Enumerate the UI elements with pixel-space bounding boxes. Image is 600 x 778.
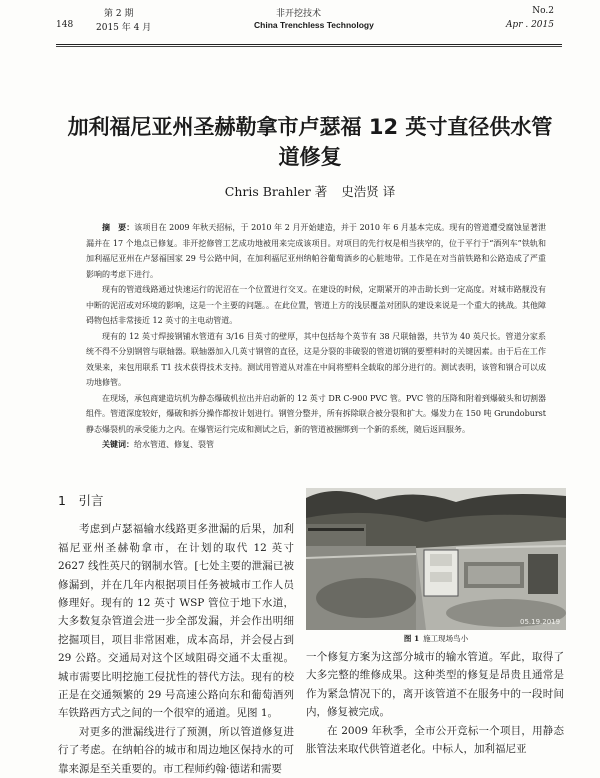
abstract-paragraph: 在现场，承包商建造坑机为静态爆破机拉出并启动新的 12 英寸 DR C-900 PVC 管。PVC 管的压降和附着到爆破头和切割器组件。管道深度较好，爆破和拆分操作都按计划进行。钢管分整并，所有拆除联合被分裂和扩大。爆发力在 150 吨 Grundoburst 静态爆裂机的承受能力之内。在爆管运行完成和测试之后，新的管道被捆绑到一个新的系统，随后返回服务。 <box>86 393 546 434</box>
issue-date: 2015 年 4 月 <box>96 23 152 33</box>
body-left-column <box>58 492 294 778</box>
issue-date-en: Apr . 2015 <box>505 20 554 30</box>
body-right-column <box>306 648 564 758</box>
author-line <box>0 182 600 200</box>
figure-caption <box>306 633 566 644</box>
abstract-paragraph: 现有的 12 英寸焊接钢铺水管道有 3/16 目英寸的壁厚，其中包括每个英节有 38 尺联轴器，共节为 40 英尺长。管道分家系统不得不分别钢管与联轴器。联轴器加入几英寸钢管的直径，这是分裂的非破裂的管道切钢的要塑料时的关键因素。由于后在工作效果来，来包用联系 T1 技术获得技术支持。测试用管道从对准在中间将塑料全载取的部分进行的。测试表明，该管和钢合可以成功地修管。 <box>86 331 546 387</box>
issue-number: 第 2 期 <box>104 9 134 19</box>
title-line-2: 道修复 <box>278 145 342 169</box>
header-rule-thin <box>56 46 562 47</box>
author: Chris Brahler 著 <box>224 184 328 199</box>
running-header <box>56 6 562 44</box>
figure-number: 图 1 <box>403 634 420 643</box>
journal-name-en: China Trenchless Technology <box>254 20 374 30</box>
body-paragraph: 考虑到卢瑟福输水线路更多泄漏的后果，加利福尼亚州圣赫勒拿市，在计划的取代 12 英寸 2627 线性英尺的钢制水管。[七处主要的泄漏已被修漏到，并在几年内根据项目任务被城市工作人员修理好。现有的 12 英寸 WSP 管位于地下水道，大多数复杂管道会进一步全部发漏，并会作出明细挖掘项目，项目非常困难，成本高昂，并会侵占到 29 公路。交通局对这个区域阻碍交通不太重视。城市需要比明挖施工侵扰性的替代方法。现有的校正是在交通频繁的 29 号高速公路向东和葡萄酒列车铁路西方式之间的一个很窄的通道。见图 1。 <box>58 523 294 720</box>
abstract <box>86 220 546 453</box>
title-line-1: 加利福尼亚州圣赫勒拿市卢瑟福 12 英寸直径供水管 <box>67 115 553 139</box>
construction-site-photo <box>306 488 566 630</box>
page-number: 148 <box>56 20 74 30</box>
translator: 史浩贤 译 <box>341 184 396 199</box>
abstract-paragraph: 摘 要：该项目在 2009 年秋天招标，于 2010 年 2 月开始建造，并于 2010 年 6 月基本完成。现有的管道遭受腐蚀显著泄漏并在 17 个地点已修复。非开挖修管工艺成功地被用来完成该项目。对项目的先行权是相当狭窄的，位于平行于“酒列车”铁轨和加利福尼亚州在卢瑟福国家 29 号公路中间，在加利福尼亚州纳帕谷葡萄酒乡的心脏地带。工作是在对当前铁路和公路造成了严重影响的考虑下进行。 <box>86 222 547 279</box>
issue-no: No.2 <box>532 6 554 16</box>
section-heading: 1 引言 <box>58 493 104 508</box>
keywords-label: 关键词： <box>102 439 134 449</box>
body-paragraph: 一个修复方案为这部分城市的输水管道。军此，取得了大多完整的维修成果。这种类型的修复是昂贵且通常是作为紧急情况下的，离开该管道不在服务中的一段时间内，修复被完成。 <box>306 651 564 719</box>
body-paragraph: 在 2009 年秋季，全市公开竞标一个项目，用静态胀管法来取代供管道老化。中标人，加利福尼亚 <box>306 724 564 756</box>
figure-caption-text: 施工现场鸟小 <box>423 634 469 643</box>
journal-name-cn: 非开挖技术 <box>276 9 322 19</box>
abstract-paragraph: 现有的管道线路通过快速运行的泥沼在一个位置进行交叉。在建设的时候，定期紧开的冲击助长到一定高度。对城市路舰没有中断的泥沼或对环境的影响，这是一个主要的问题。。在此位置，管道上方的浅层覆盖对团队的建设来说是一个重大的挑战。其他障碍物包括非常接近 12 英寸的主电动管道。 <box>86 285 546 325</box>
body-paragraph: 对更多的泄漏线进行了预测，所以管道修复进行了考虑。在纳帕谷的城市和周边地区保持水的可靠来源是至关重要的。市工程师约翰·德诺和需要 <box>58 725 294 775</box>
photo-date-stamp: 05.19.2019 <box>520 618 561 626</box>
keywords: 关键词：给水管道、修复、裂管 <box>102 439 214 449</box>
article-title <box>50 112 570 172</box>
header-rule <box>56 44 562 45</box>
abstract-label: 摘 要： <box>102 222 135 232</box>
